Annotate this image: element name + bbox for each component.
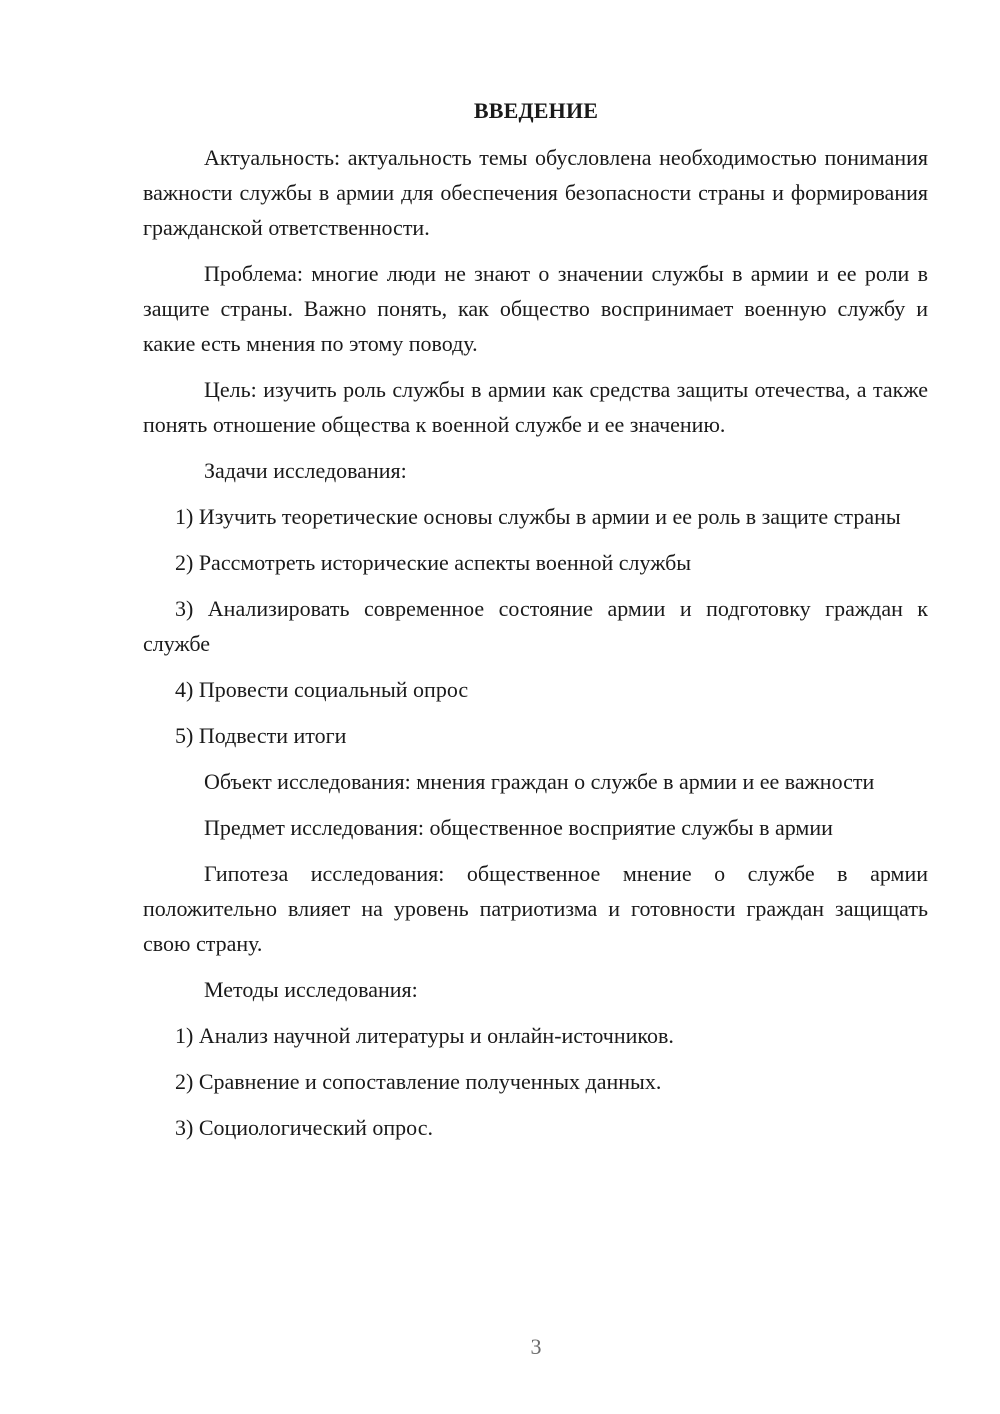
document-body	[143, 140, 928, 1156]
page-number: 3	[530, 1334, 542, 1359]
paragraph-hypothesis: Гипотеза исследования: общественное мнение о службе в армии положительно влияет на уровень патриотизма и готовности граждан защищать свою страну.	[143, 861, 928, 956]
task-item: 4) Провести социальный опрос	[175, 677, 469, 702]
tasks-heading: Задачи исследования:	[204, 458, 407, 483]
method-item: 1) Анализ научной литературы и онлайн-источников.	[175, 1023, 674, 1048]
paragraph-object: Объект исследования: мнения граждан о службе в армии и ее важности	[204, 769, 875, 794]
task-item: 3) Анализировать современное состояние армии и подготовку граждан к службе	[143, 596, 928, 656]
paragraph-subject: Предмет исследования: общественное восприятие службы в армии	[204, 815, 833, 840]
paragraph-problem: Проблема: многие люди не знают о значении службы в армии и ее роли в защите страны. Важно понять, как общество воспринимает военную службу и какие есть мнения по этому поводу.	[143, 261, 928, 356]
paragraph-goal: Цель: изучить роль службы в армии как средства защиты отечества, а также понять отношение общества к военной службе и ее значению.	[143, 377, 928, 437]
method-item: 2) Сравнение и сопоставление полученных данных.	[175, 1069, 662, 1094]
paragraph-relevance: Актуальность: актуальность темы обусловлена необходимостью понимания важности службы в армии для обеспечения безопасности страны и формирования гражданской ответственности.	[143, 145, 928, 240]
method-item: 3) Социологический опрос.	[175, 1115, 433, 1140]
task-item: 5) Подвести итоги	[175, 723, 347, 748]
page-title: ВВЕДЕНИЕ	[473, 98, 599, 123]
methods-heading: Методы исследования:	[204, 977, 418, 1002]
task-item: 2) Рассмотреть исторические аспекты военной службы	[175, 550, 692, 575]
task-item: 1) Изучить теоретические основы службы в армии и ее роль в защите страны	[175, 504, 901, 529]
